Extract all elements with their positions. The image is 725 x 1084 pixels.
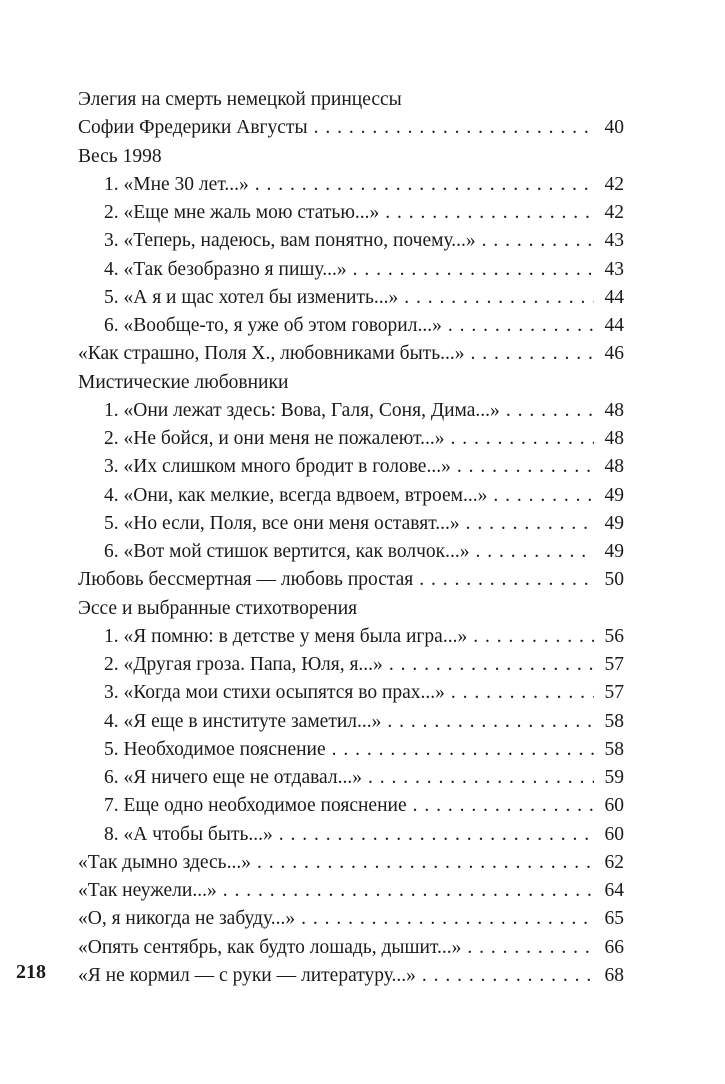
dot-leader	[353, 256, 594, 284]
toc-entry-page: 42	[604, 202, 624, 223]
toc-entry-title: 4. «Они, как мелкие, всегда вдвоем, втроем...»	[104, 484, 488, 506]
toc-entry-title: 2. «Еще мне жаль мою статью...»	[104, 202, 380, 223]
toc-entry-page: 44	[604, 315, 624, 336]
toc-entry-page: 42	[604, 173, 624, 195]
dot-leader	[387, 708, 594, 736]
toc-entry-page: 43	[604, 230, 624, 252]
toc-entry-page: 59	[604, 767, 624, 788]
toc-entry-page: 66	[604, 936, 624, 958]
dot-leader	[404, 284, 594, 312]
toc-entry-title: 3. «Когда мои стихи осыпятся во прах...»	[104, 682, 445, 704]
table-of-contents	[78, 86, 624, 990]
toc-entry-page: 60	[604, 823, 624, 845]
toc-entry-title: 7. Еще одно необходимое пояснение	[104, 795, 407, 817]
dot-leader	[223, 877, 594, 905]
toc-entry-title: 5. «Но если, Поля, все они меня оставят...»	[104, 512, 460, 534]
dot-leader	[448, 312, 594, 340]
toc-entry-title: «Так неужели...»	[78, 880, 217, 901]
toc-entry-page: 40	[604, 117, 624, 139]
toc-entry	[78, 227, 624, 255]
toc-entry-title: Элегия на смерть немецкой принцессы	[78, 89, 402, 110]
dot-leader	[389, 651, 594, 679]
toc-entry-title: Эссе и выбранные стихотворения	[78, 597, 358, 619]
toc-entry	[78, 849, 624, 877]
dot-leader	[457, 453, 594, 481]
toc-entry-title: «Опять сентябрь, как будто лошадь, дышит...»	[78, 936, 462, 958]
toc-entry-title: «О, я никогда не забуду...»	[78, 908, 296, 930]
toc-entry	[78, 764, 624, 792]
toc-entry	[78, 962, 624, 990]
toc-entry-page: 57	[604, 654, 624, 675]
dot-leader	[279, 821, 594, 849]
toc-entry	[78, 792, 624, 820]
toc-entry-title: 4. «Я еще в институте заметил...»	[104, 710, 382, 732]
toc-entry-page: 58	[604, 738, 624, 760]
toc-entry	[78, 538, 624, 566]
toc-entry-title: 8. «А чтобы быть...»	[104, 823, 273, 845]
dot-leader	[257, 849, 594, 877]
toc-entry	[78, 510, 624, 538]
toc-entry-page: 64	[604, 880, 624, 901]
toc-entry-title: 1. «Мне 30 лет...»	[104, 173, 249, 195]
dot-leader	[332, 736, 594, 764]
toc-entry-title: 5. Необходимое пояснение	[104, 738, 326, 760]
toc-entry-title: 2. «Не бойся, и они меня не пожалеют...»	[104, 428, 445, 449]
dot-leader	[314, 114, 594, 142]
dot-leader	[413, 792, 594, 820]
toc-entry	[78, 905, 624, 933]
dot-leader	[467, 934, 594, 962]
toc-entry	[78, 821, 624, 849]
toc-entry-title: «Так дымно здесь...»	[78, 851, 251, 873]
toc-entry-page: 48	[604, 428, 624, 449]
dot-leader	[255, 171, 594, 199]
toc-entry	[78, 736, 624, 764]
toc-entry-title: 3. «Теперь, надеюсь, вам понятно, почему...»	[104, 230, 476, 252]
toc-entry-title: 5. «А я и щас хотел бы изменить...»	[104, 286, 399, 308]
dot-leader	[482, 227, 594, 255]
toc-entry-page: 65	[604, 908, 624, 930]
toc-entry	[78, 482, 624, 510]
toc-entry-title: 6. «Вот мой стишок вертится, как волчок...»	[104, 541, 470, 562]
toc-entry	[78, 256, 624, 284]
dot-leader	[493, 482, 594, 510]
page-number: 218	[16, 961, 46, 983]
toc-entry	[78, 425, 624, 453]
toc-entry	[78, 312, 624, 340]
toc-entry-page: 57	[604, 682, 624, 704]
toc-entry-title: 6. «Я ничего еще не отдавал...»	[104, 767, 362, 788]
dot-leader	[301, 905, 594, 933]
toc-entry-title: 6. «Вообще-то, я уже об этом говорил...»	[104, 315, 442, 336]
toc-entry-title: «Я не кормил — с руки — литературу...»	[78, 964, 416, 986]
toc-entry	[78, 453, 624, 481]
dot-leader	[473, 623, 594, 651]
dot-leader	[451, 425, 594, 453]
toc-entry-page: 49	[604, 484, 624, 506]
dot-leader	[368, 764, 594, 792]
dot-leader	[466, 510, 594, 538]
toc-entry	[78, 340, 624, 368]
dot-leader	[470, 340, 594, 368]
dot-leader	[422, 962, 594, 990]
toc-entry-page: 44	[604, 286, 624, 308]
toc-entry-page: 46	[604, 343, 624, 365]
toc-entry-page: 56	[604, 625, 624, 647]
toc-entry	[78, 397, 624, 425]
toc-entry-title: 4. «Так безобразно я пишу...»	[104, 258, 347, 280]
toc-entry-page: 48	[604, 456, 624, 478]
toc-entry-title: 1. «Они лежат здесь: Вова, Галя, Соня, Дима...»	[104, 399, 500, 421]
toc-entry-title: Любовь бессмертная — любовь простая	[78, 569, 414, 591]
toc-entry-page: 48	[604, 399, 624, 421]
toc-entry	[78, 679, 624, 707]
toc-entry	[78, 284, 624, 312]
dot-leader	[506, 397, 594, 425]
toc-entry-title: 1. «Я помню: в детстве у меня была игра...»	[104, 625, 468, 647]
toc-entry-title: Софии Фредерики Августы	[78, 117, 308, 139]
toc-entry-page: 60	[604, 795, 624, 817]
dot-leader	[385, 199, 594, 227]
toc-entry	[78, 86, 624, 114]
toc-entry	[78, 369, 624, 397]
toc-entry-title: «Как страшно, Поля Х., любовниками быть...»	[78, 343, 465, 365]
toc-entry	[78, 623, 624, 651]
toc-entry-title: 3. «Их слишком много бродит в голове...»	[104, 456, 451, 478]
toc-entry	[78, 199, 624, 227]
toc-entry	[78, 114, 624, 142]
toc-entry-title: 2. «Другая гроза. Папа, Юля, я...»	[104, 654, 383, 675]
toc-entry	[78, 877, 624, 905]
toc-entry-page: 49	[604, 541, 624, 562]
toc-entry	[78, 171, 624, 199]
toc-entry	[78, 143, 624, 171]
toc-entry-page: 43	[604, 258, 624, 280]
toc-entry-page: 68	[604, 964, 624, 986]
toc-entry-page: 49	[604, 512, 624, 534]
dot-leader	[476, 538, 595, 566]
toc-entry	[78, 595, 624, 623]
toc-entry	[78, 566, 624, 594]
toc-entry-page: 58	[604, 710, 624, 732]
dot-leader	[419, 566, 594, 594]
toc-entry-title: Мистические любовники	[78, 371, 289, 393]
toc-entry	[78, 708, 624, 736]
dot-leader	[451, 679, 594, 707]
toc-entry-title: Весь 1998	[78, 145, 162, 167]
toc-entry-page: 50	[604, 569, 624, 591]
toc-entry-page: 62	[604, 851, 624, 873]
toc-entry	[78, 651, 624, 679]
toc-entry	[78, 934, 624, 962]
